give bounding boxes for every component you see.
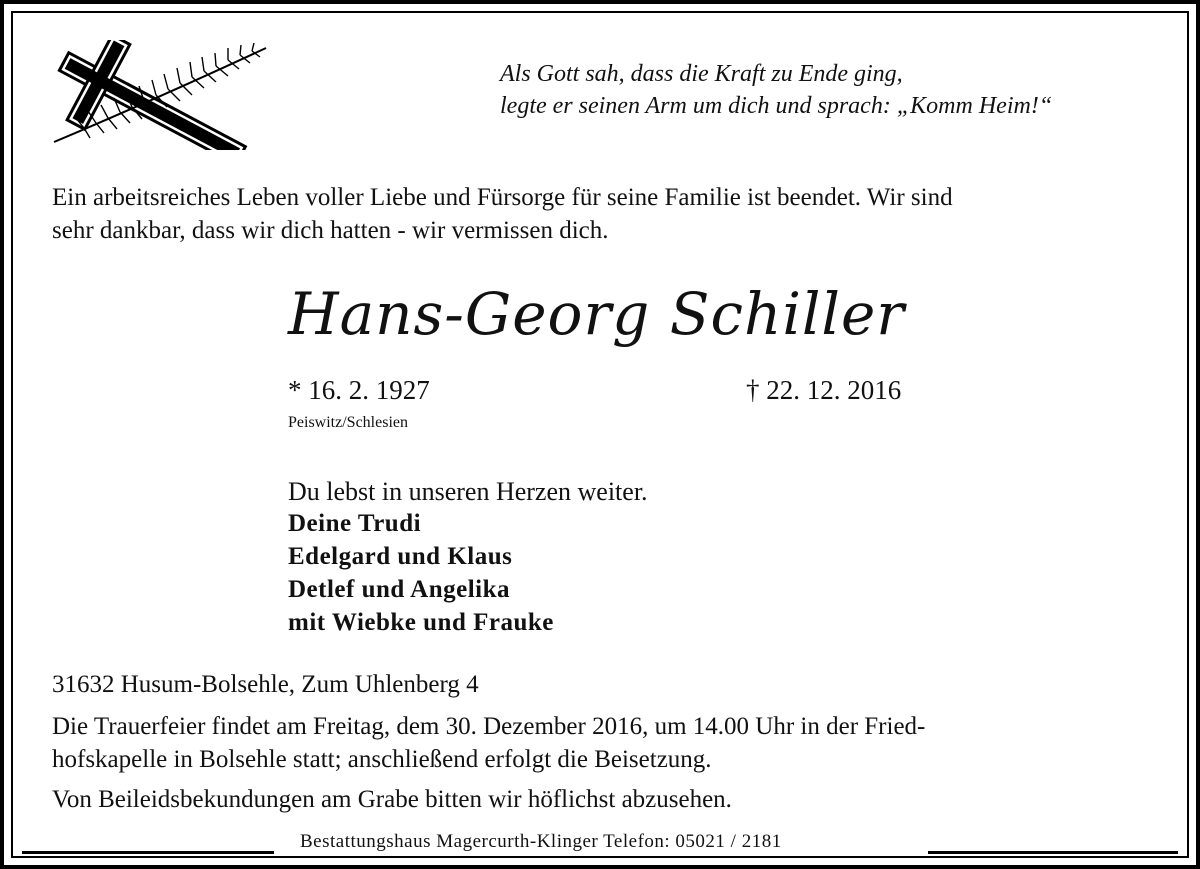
footer-divider-left [22,851,274,854]
motto-line-1: Als Gott sah, dass die Kraft zu Ende ging, [500,61,903,87]
intro-line-2: sehr dankbar, dass wir dich hatten - wir vermissen dich. [52,217,609,244]
service-line-2: hofskapelle in Bolsehle statt; anschließend erfolgt die Beisetzung. [52,746,712,773]
motto-quote [500,58,1160,122]
birth-date: * 16. 2. 1927 [288,375,430,405]
deceased-name: Hans-Georg Schiller [288,280,906,348]
funeral-service-info [52,710,1162,776]
family-member: Edelgard und Klaus [288,543,513,570]
footer-divider-right [928,851,1178,854]
intro-line-1: Ein arbeitsreiches Leben voller Liebe und Fürsorge für seine Familie ist beendet. Wir sind [52,184,953,211]
cross-with-palm-branch-icon [34,40,274,150]
service-line-1: Die Trauerfeier findet am Freitag, dem 30. Dezember 2016, um 14.00 Uhr in der Fried- [52,713,926,740]
family-member: Deine Trudi [288,510,422,537]
closing-line: Du lebst in unseren Herzen weiter. [288,477,648,506]
motto-line-2: legte er seinen Arm um dich und sprach: „Komm Heim!“ [500,93,1053,119]
family-address: 31632 Husum-Bolsehle, Zum Uhlenberg 4 [52,671,479,698]
family-list [288,507,554,639]
condolence-request: Von Beileidsbekundungen am Grabe bitten wir höflichst abzusehen. [52,786,732,813]
funeral-home-footer: Bestattungshaus Magercurth-Klinger Telefon: 05021 / 2181 [300,831,782,852]
intro-text [52,181,1162,247]
family-member: mit Wiebke und Frauke [288,609,554,636]
death-date: † 22. 12. 2016 [746,375,902,405]
birth-place: Peiswitz/Schlesien [288,414,408,431]
family-member: Detlef und Angelika [288,576,511,603]
